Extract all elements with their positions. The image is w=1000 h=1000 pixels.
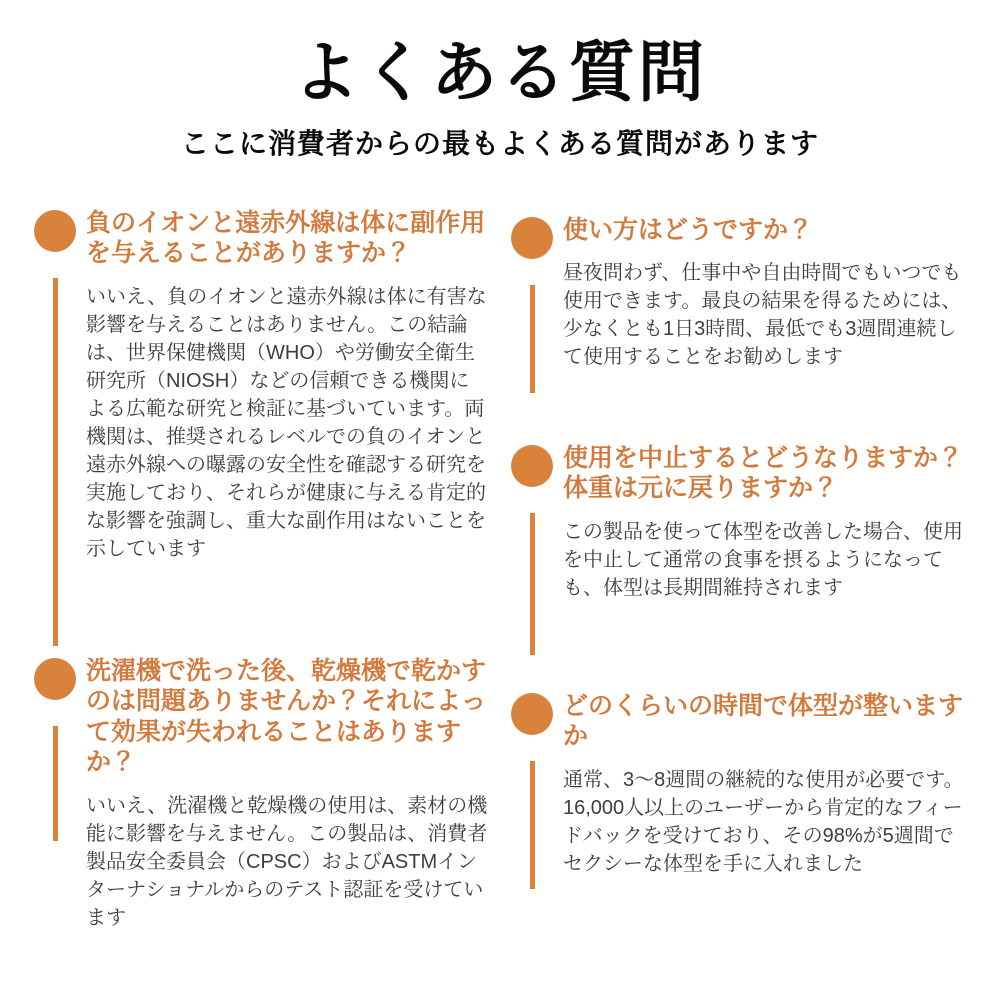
faq-item-side-effects <box>34 208 489 656</box>
accent-bar <box>530 285 535 393</box>
faq-answer: この製品を使って体型を改善した場合、使用を中止して通常の食事を摂るようになっても、体型は長期間維持されます <box>563 520 963 599</box>
faq-item-content <box>563 443 966 602</box>
faq-answer: いいえ、洗濯機と乾燥機の使用は、素材の機能に影響を与えません。この製品は、消費者製品安全委員会（CPSC）およびASTMインターナショナルからのテスト認証を受けています <box>86 794 488 929</box>
faq-item-duration <box>511 691 966 889</box>
faq-column-right <box>511 208 966 932</box>
question-bullet-icon <box>511 445 553 487</box>
faq-item-usage <box>511 215 966 443</box>
faq-grid <box>0 208 1000 932</box>
faq-question: 負のイオンと遠赤外線は体に副作用を与えることがありますか？ <box>86 208 486 268</box>
faq-answer: いいえ、負のイオンと遠赤外線は体に有害な影響を与えることはありません。この結論は、世界保健機関（WHO）や労働安全衛生研究所（NIOSH）などの信頼できる機関による広範な研究と検証に基づいています。両機関は、推奨されるレベルでの負のイオンと遠赤外線への曝露の安全性を確認する研究を実施しており、それらが健康に与える肯定的な影響を強調し、重大な副作用はないことを示しています <box>86 285 487 560</box>
faq-item-gutter <box>511 215 553 393</box>
faq-item-washing <box>34 656 489 932</box>
faq-item-content <box>563 691 966 878</box>
faq-column-left <box>34 208 489 932</box>
faq-question: 使用を中止するとどうなりますか？体重は元に戻りますか？ <box>563 443 964 503</box>
accent-bar <box>530 761 535 889</box>
faq-answer: 昼夜問わず、仕事中や自由時間でもいつでも使用できます。最良の結果を得るためには、少なくとも1日3時間、最低でも3週間連続して使用することをお勧めします <box>563 262 962 369</box>
faq-item-content <box>86 208 489 563</box>
faq-item-gutter <box>34 208 76 646</box>
question-bullet-icon <box>511 217 553 259</box>
page-subtitle: ここに消費者からの最もよくある質問があります <box>180 127 819 159</box>
accent-bar <box>53 726 58 841</box>
faq-question: 洗濯機で洗った後、乾燥機で乾かすのは問題ありませんか？それによって効果が失われることはありますか？ <box>86 656 487 777</box>
accent-bar <box>530 513 535 655</box>
faq-item-content <box>86 656 489 932</box>
question-bullet-icon <box>511 693 553 735</box>
faq-item-stop-usage <box>511 443 966 691</box>
question-bullet-icon <box>34 210 76 252</box>
question-bullet-icon <box>34 658 76 700</box>
page-title: よくある質問 <box>293 35 707 109</box>
accent-bar <box>53 278 58 646</box>
faq-item-gutter <box>34 656 76 841</box>
faq-question: どのくらいの時間で体型が整いますか <box>563 691 964 751</box>
faq-item-gutter <box>511 443 553 655</box>
faq-item-content <box>563 215 966 372</box>
faq-question: 使い方はどうですか？ <box>563 215 814 244</box>
faq-item-gutter <box>511 691 553 889</box>
faq-answer: 通常、3〜8週間の継続的な使用が必要です。16,000人以上のユーザーから肯定的なフィードバックを受けており、その98%が5週間でセクシーな体型を手に入れました <box>563 768 964 875</box>
